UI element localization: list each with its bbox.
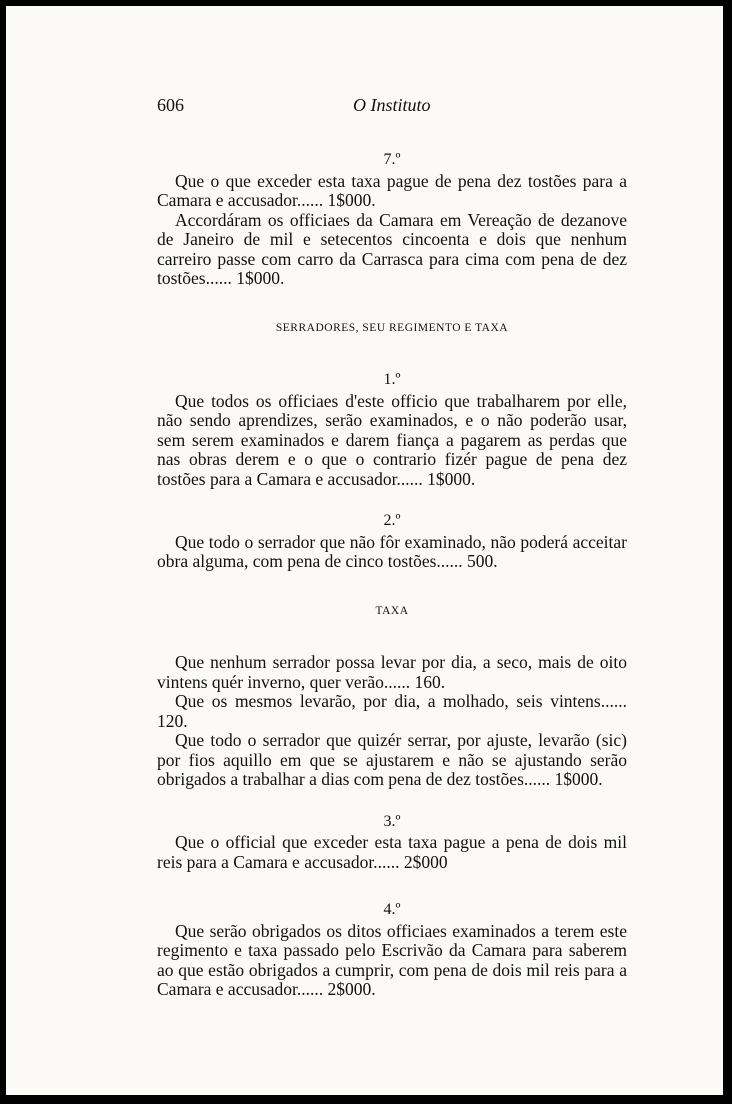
paragraph: Que todo o serrador que não fôr examinado, não poderá acceitar obra alguma, com pena de cinco tostões...... 500. — [157, 531, 627, 571]
section-heading-serradores: SERRADORES, SEU REGIMENTO E TAXA — [275, 321, 509, 334]
paragraph: Que o official que exceder esta taxa pague a pena de dois mil reis para a Camara e accusador...... 2$000 — [157, 832, 627, 872]
paragraph: Que nenhum serrador possa levar por dia, a seco, mais de oito vintens quér inverno, quer verão...... 160. — [157, 652, 627, 692]
page-number: 606 — [157, 95, 184, 115]
page-content — [157, 96, 627, 1000]
section-heading-taxa: TAXA — [375, 604, 409, 617]
paragraph: Que o que exceder esta taxa pague de pena dez tostões para a Camara e accusador...... 1$000. — [157, 170, 627, 210]
article-number-4: 4.º — [383, 901, 401, 918]
article-number-1: 1.º — [383, 371, 401, 388]
paragraph: Accordáram os officiaes da Camara em Vereação de dezanove de Janeiro de mil e setecentos cincoenta e dois que nenhum carreiro passe com carro da Carrasca para cima com pena de dez tostões...... 1$000. — [157, 209, 627, 288]
article-number-2: 2.º — [383, 512, 401, 529]
paragraph: Que os mesmos levarão, por dia, a molhado, seis vintens...... 120. — [157, 691, 627, 731]
running-header — [157, 96, 627, 120]
running-title: O Instituto — [353, 95, 431, 115]
paragraph: Que todos os officiaes d'este officio que trabalharem por elle, não sendo aprendizes, serão examinados, e o não poderão usar, sem serem examinados e darem fiança a pagarem as perdas que nas obras derem e o que o contrario fizér pague de pena dez tostões para a Camara e accusador...... 1$000. — [157, 390, 627, 489]
paragraph: Que serão obrigados os ditos officiaes examinados a terem este regimento e taxa passado pelo Escrivão da Camara para saberem ao que estão obrigados a cumprir, com pena de dois mil reis para a Camara e accusador...... 2$000. — [157, 920, 627, 999]
paragraph: Que todo o serrador que quizér serrar, por ajuste, levarão (sic) por fios aquillo em que se ajustarem e não se ajustando serão obrigados a trabalhar a dias com pena de dez tostões...... 1$000. — [157, 730, 627, 789]
article-number-7: 7.º — [383, 151, 401, 168]
article-number-3: 3.º — [383, 812, 401, 830]
